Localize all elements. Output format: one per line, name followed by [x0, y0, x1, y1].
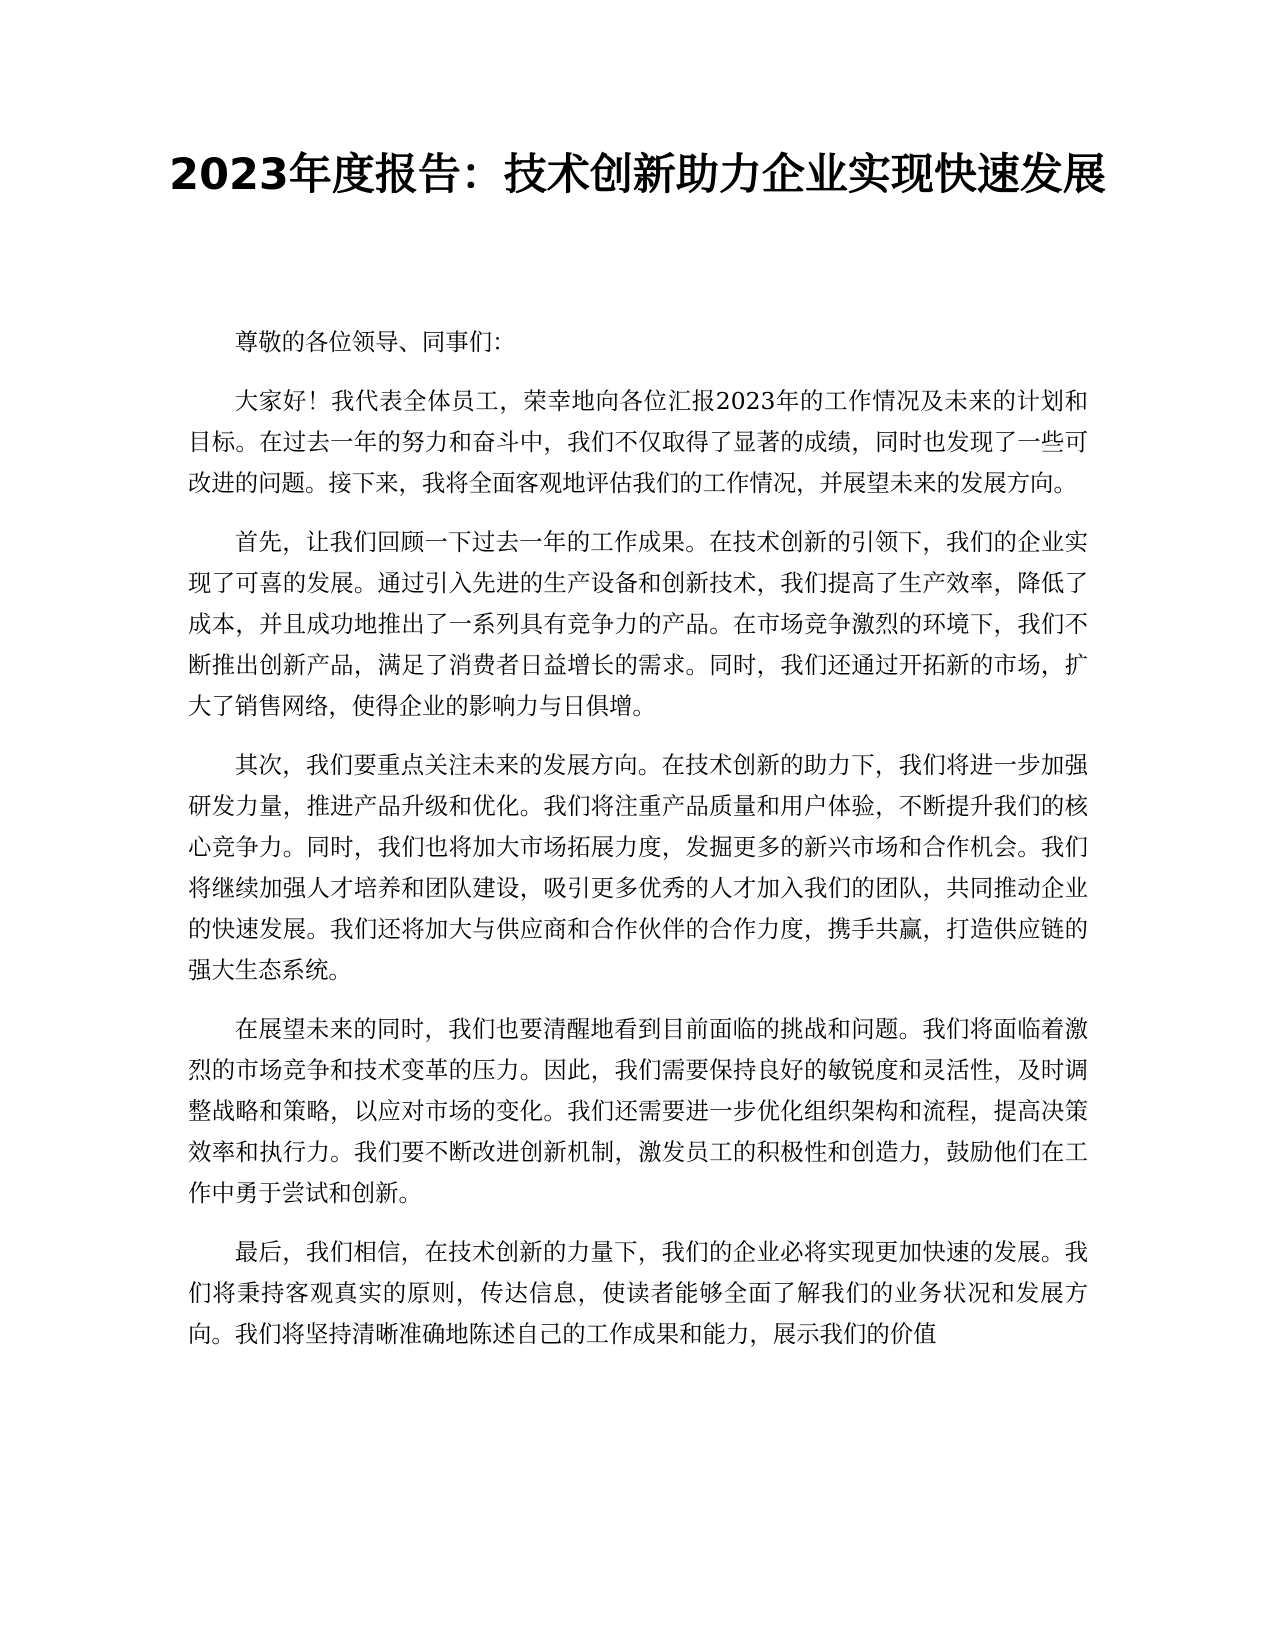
document-body — [188, 322, 1088, 1373]
document-title: 2023年度报告：技术创新助力企业实现快速发展 — [169, 150, 1106, 200]
paragraph: 首先，让我们回顾一下过去一年的工作成果。在技术创新的引领下，我们的企业实现了可喜的发展。通过引入先进的生产设备和创新技术，我们提高了生产效率，降低了成本，并且成功地推出了一系列具有竞争力的产品。在市场竞争激烈的环境下，我们不断推出创新产品，满足了消费者日益增长的需求。同时，我们还通过开拓新的市场，扩大了销售网络，使得企业的影响力与日俱增。 — [188, 528, 1088, 720]
paragraph: 在展望未来的同时，我们也要清醒地看到目前面临的挑战和问题。我们将面临着激烈的市场竞争和技术变革的压力。因此，我们需要保持良好的敏锐度和灵活性，及时调整战略和策略，以应对市场的变化。我们还需要进一步优化组织架构和流程，提高决策效率和执行力。我们要不断改进创新机制，激发员工的积极性和创造力，鼓励他们在工作中勇于尝试和创新。 — [188, 1015, 1088, 1207]
paragraph: 其次，我们要重点关注未来的发展方向。在技术创新的助力下，我们将进一步加强研发力量，推进产品升级和优化。我们将注重产品质量和用户体验，不断提升我们的核心竞争力。同时，我们也将加大市场拓展力度，发掘更多的新兴市场和合作机会。我们将继续加强人才培养和团队建设，吸引更多优秀的人才加入我们的团队，共同推动企业的快速发展。我们还将加大与供应商和合作伙伴的合作力度，携手共赢，打造供应链的强大生态系统。 — [188, 751, 1088, 984]
paragraph: 大家好！我代表全体员工，荣幸地向各位汇报2023年的工作情况及未来的计划和目标。在过去一年的努力和奋斗中，我们不仅取得了显著的成绩，同时也发现了一些可改进的问题。接下来，我将全面客观地评估我们的工作情况，并展望未来的发展方向。 — [188, 387, 1088, 497]
paragraph: 最后，我们相信，在技术创新的力量下，我们的企业必将实现更加快速的发展。我们将秉持客观真实的原则，传达信息，使读者能够全面了解我们的业务状况和发展方向。我们将坚持清晰准确地陈述自己的工作成果和能力，展示我们的价值 — [188, 1238, 1088, 1348]
greeting: 尊敬的各位领导、同事们： — [234, 328, 516, 356]
